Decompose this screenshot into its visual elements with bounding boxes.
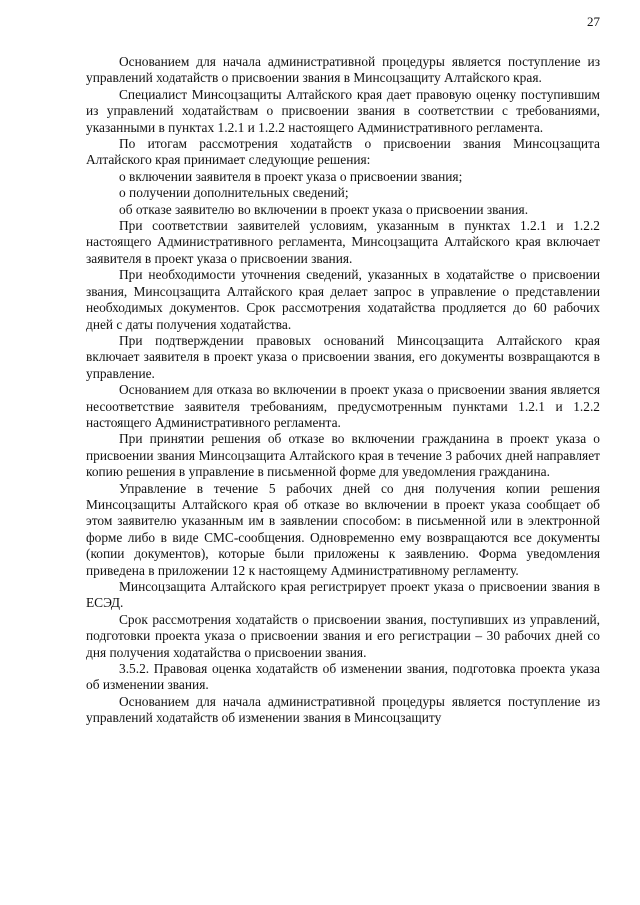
paragraph-review-term: Срок рассмотрения ходатайств о присвоении звания, поступивших из управлений, подготовки проекта указа о присвоении звания и его регистрации – 30 рабочих дней со дня получения ходатайства о присвоении звания. bbox=[86, 611, 600, 660]
paragraph-refusal-basis: Основанием для отказа во включении в проект указа о присвоении звания является несоответствие заявителя требованиям, предусмотренным пунктами 1.2.1 и 1.2.2 настоящего Административного регламента. bbox=[86, 382, 600, 430]
paragraph-legal-assessment: Специалист Минсоцзащиты Алтайского края дает правовую оценку поступившим из управлений ходатайствам о присвоении звания в соответствии с требованиями, указанными в пунктах 1.2.1 и 1.2.2 настоящего Административного регламента. bbox=[86, 86, 600, 135]
section-heading-3-5-2: 3.5.2. Правовая оценка ходатайств об изменении звания, подготовка проекта указа об изменении звания. bbox=[86, 661, 600, 693]
paragraph-notification: Управление в течение 5 рабочих дней со дня получения копии решения Минсоцзащиты Алтайского края об отказе во включении в проект указа сообщает об этом заявителю указанным им в заявлении способом: в письменной или в электронной форме либо в виде СМС-сообщения. Одновременно ему возвращаются все документы (копии документов), которые были приложены к заявлению. Форма уведомления приведена в приложении 12 к настоящему Административному регламенту. bbox=[86, 480, 600, 578]
page-number: 27 bbox=[587, 14, 600, 29]
paragraph-registration: Минсоцзащита Алтайского края регистрирует проект указа о присвоении звания в ЕСЭД. bbox=[86, 579, 600, 611]
list-item-refusal: об отказе заявителю во включении в проект указа о присвоении звания. bbox=[119, 201, 529, 217]
list-item-additional-info: о получении дополнительных сведений; bbox=[119, 185, 349, 201]
paragraph-basis-start: Основанием для начала административной процедуры является поступление из управлений ходатайств о присвоении звания в Минсоцзащиту Алтайского края. bbox=[86, 54, 600, 86]
paragraph-decisions-intro: По итогам рассмотрения ходатайств о присвоении звания Минсоцзащита Алтайского края принимает следующие решения: bbox=[86, 136, 600, 168]
paragraph-refusal-decision: При принятии решения об отказе во включении гражданина в проект указа о присвоении звания Минсоцзащита Алтайского края в течение 3 рабочих дней направляет копию решения в управление в письменной форме для уведомления гражданина. bbox=[86, 431, 600, 480]
paragraph-confirmation: При подтверждении правовых оснований Минсоцзащита Алтайского края включает заявителя в проект указа о присвоении звания, его документы возвращаются в управление. bbox=[86, 332, 600, 381]
paragraph-clarification: При необходимости уточнения сведений, указанных в ходатайстве о присвоении звания, Минсоцзащита Алтайского края делает запрос в управление о представлении необходимых документов. Срок рассмотрения ходатайства продляется до 60 рабочих дней с даты получения ходатайства. bbox=[86, 267, 600, 332]
paragraph-compliance: При соответствии заявителей условиям, указанным в пунктах 1.2.1 и 1.2.2 настоящего Административного регламента, Минсоцзащита Алтайского края включает заявителя в проект указа о присвоении звания. bbox=[86, 218, 600, 266]
paragraph-change-basis-start: Основанием для начала административной процедуры является поступление из управлений ходатайств об изменении звания в Минсоцзащиту bbox=[86, 693, 600, 726]
list-item-inclusion: о включении заявителя в проект указа о присвоении звания; bbox=[119, 168, 463, 184]
document-body bbox=[86, 54, 600, 727]
